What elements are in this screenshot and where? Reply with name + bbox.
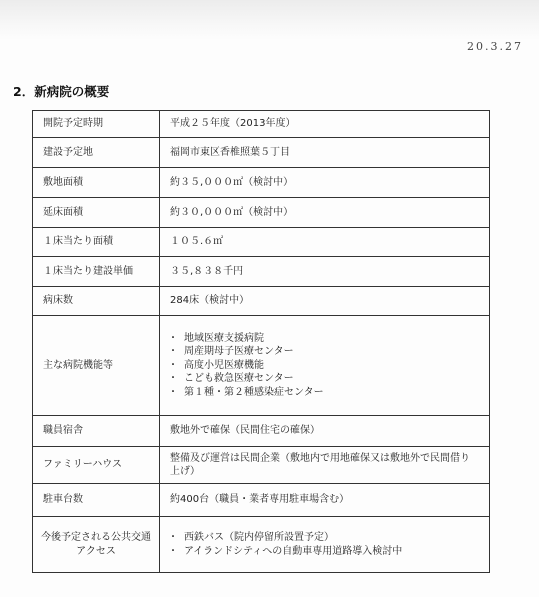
table-row: [33, 517, 490, 573]
row-value-transit: [160, 517, 490, 573]
table-row: [33, 138, 490, 168]
row-label-family-house: ファミリーハウス: [33, 447, 160, 484]
row-label-staff-housing: 職員宿舎: [33, 416, 160, 447]
row-value-parking: 約400台（職員・業者専用駐車場含む）: [160, 484, 490, 517]
row-label-floor-area: 延床面積: [33, 198, 160, 228]
row-label-transit: 今後予定される公共交通アクセス: [33, 517, 160, 573]
table-row: [33, 484, 490, 517]
list-item: ・ 周産期母子医療センター: [170, 345, 479, 359]
table-row: [33, 316, 490, 416]
list-item: ・ 第１種・第２種感染症センター: [170, 386, 479, 400]
row-value-site: 福岡市東区香椎照葉５丁目: [160, 138, 490, 168]
row-label-parking: 駐車台数: [33, 484, 160, 517]
list-item: ・ 高度小児医療機能: [170, 359, 479, 373]
list-item: ・ 西鉄バス（院内停留所設置予定）: [170, 531, 479, 545]
row-label-functions: 主な病院機能等: [33, 316, 160, 416]
row-value-functions: [160, 316, 490, 416]
table-row: [33, 228, 490, 257]
row-label-beds: 病床数: [33, 287, 160, 316]
row-value-floor-area: 約３０,０００㎡（検討中）: [160, 198, 490, 228]
table-row: [33, 257, 490, 287]
row-value-opening-period: 平成２５年度（2013年度）: [160, 111, 490, 138]
functions-list: [170, 332, 479, 400]
table-row: [33, 111, 490, 138]
row-label-site-area: 敷地面積: [33, 168, 160, 198]
list-item: ・ こども救急医療センター: [170, 372, 479, 386]
row-value-family-house: 整備及び運営は民間企業（敷地内で用地確保又は敷地外で民間借り上げ）: [160, 447, 490, 484]
handwritten-date: 20.3.27: [467, 40, 523, 53]
scan-shadow: [0, 0, 539, 40]
list-item: ・ 地域医療支援病院: [170, 332, 479, 346]
row-label-opening-period: 開院予定時期: [33, 111, 160, 138]
row-value-beds: 284床（検討中）: [160, 287, 490, 316]
row-label-area-per-bed: １床当たり面積: [33, 228, 160, 257]
row-label-cost-per-bed: １床当たり建設単価: [33, 257, 160, 287]
table-row: [33, 198, 490, 228]
table-row: [33, 447, 490, 484]
row-value-staff-housing: 敷地外で確保（民間住宅の確保）: [160, 416, 490, 447]
row-value-cost-per-bed: ３５,８３８千円: [160, 257, 490, 287]
row-label-site: 建設予定地: [33, 138, 160, 168]
table-row: [33, 416, 490, 447]
table-row: [33, 168, 490, 198]
row-value-area-per-bed: １０５.６㎡: [160, 228, 490, 257]
transit-list: [170, 531, 479, 558]
table-row: [33, 287, 490, 316]
list-item: ・ アイランドシティへの自動車専用道路導入検討中: [170, 545, 479, 559]
hospital-overview-table: [32, 110, 490, 573]
row-value-site-area: 約３５,０００㎡（検討中）: [160, 168, 490, 198]
section-title: 2．新病院の概要: [13, 84, 110, 99]
